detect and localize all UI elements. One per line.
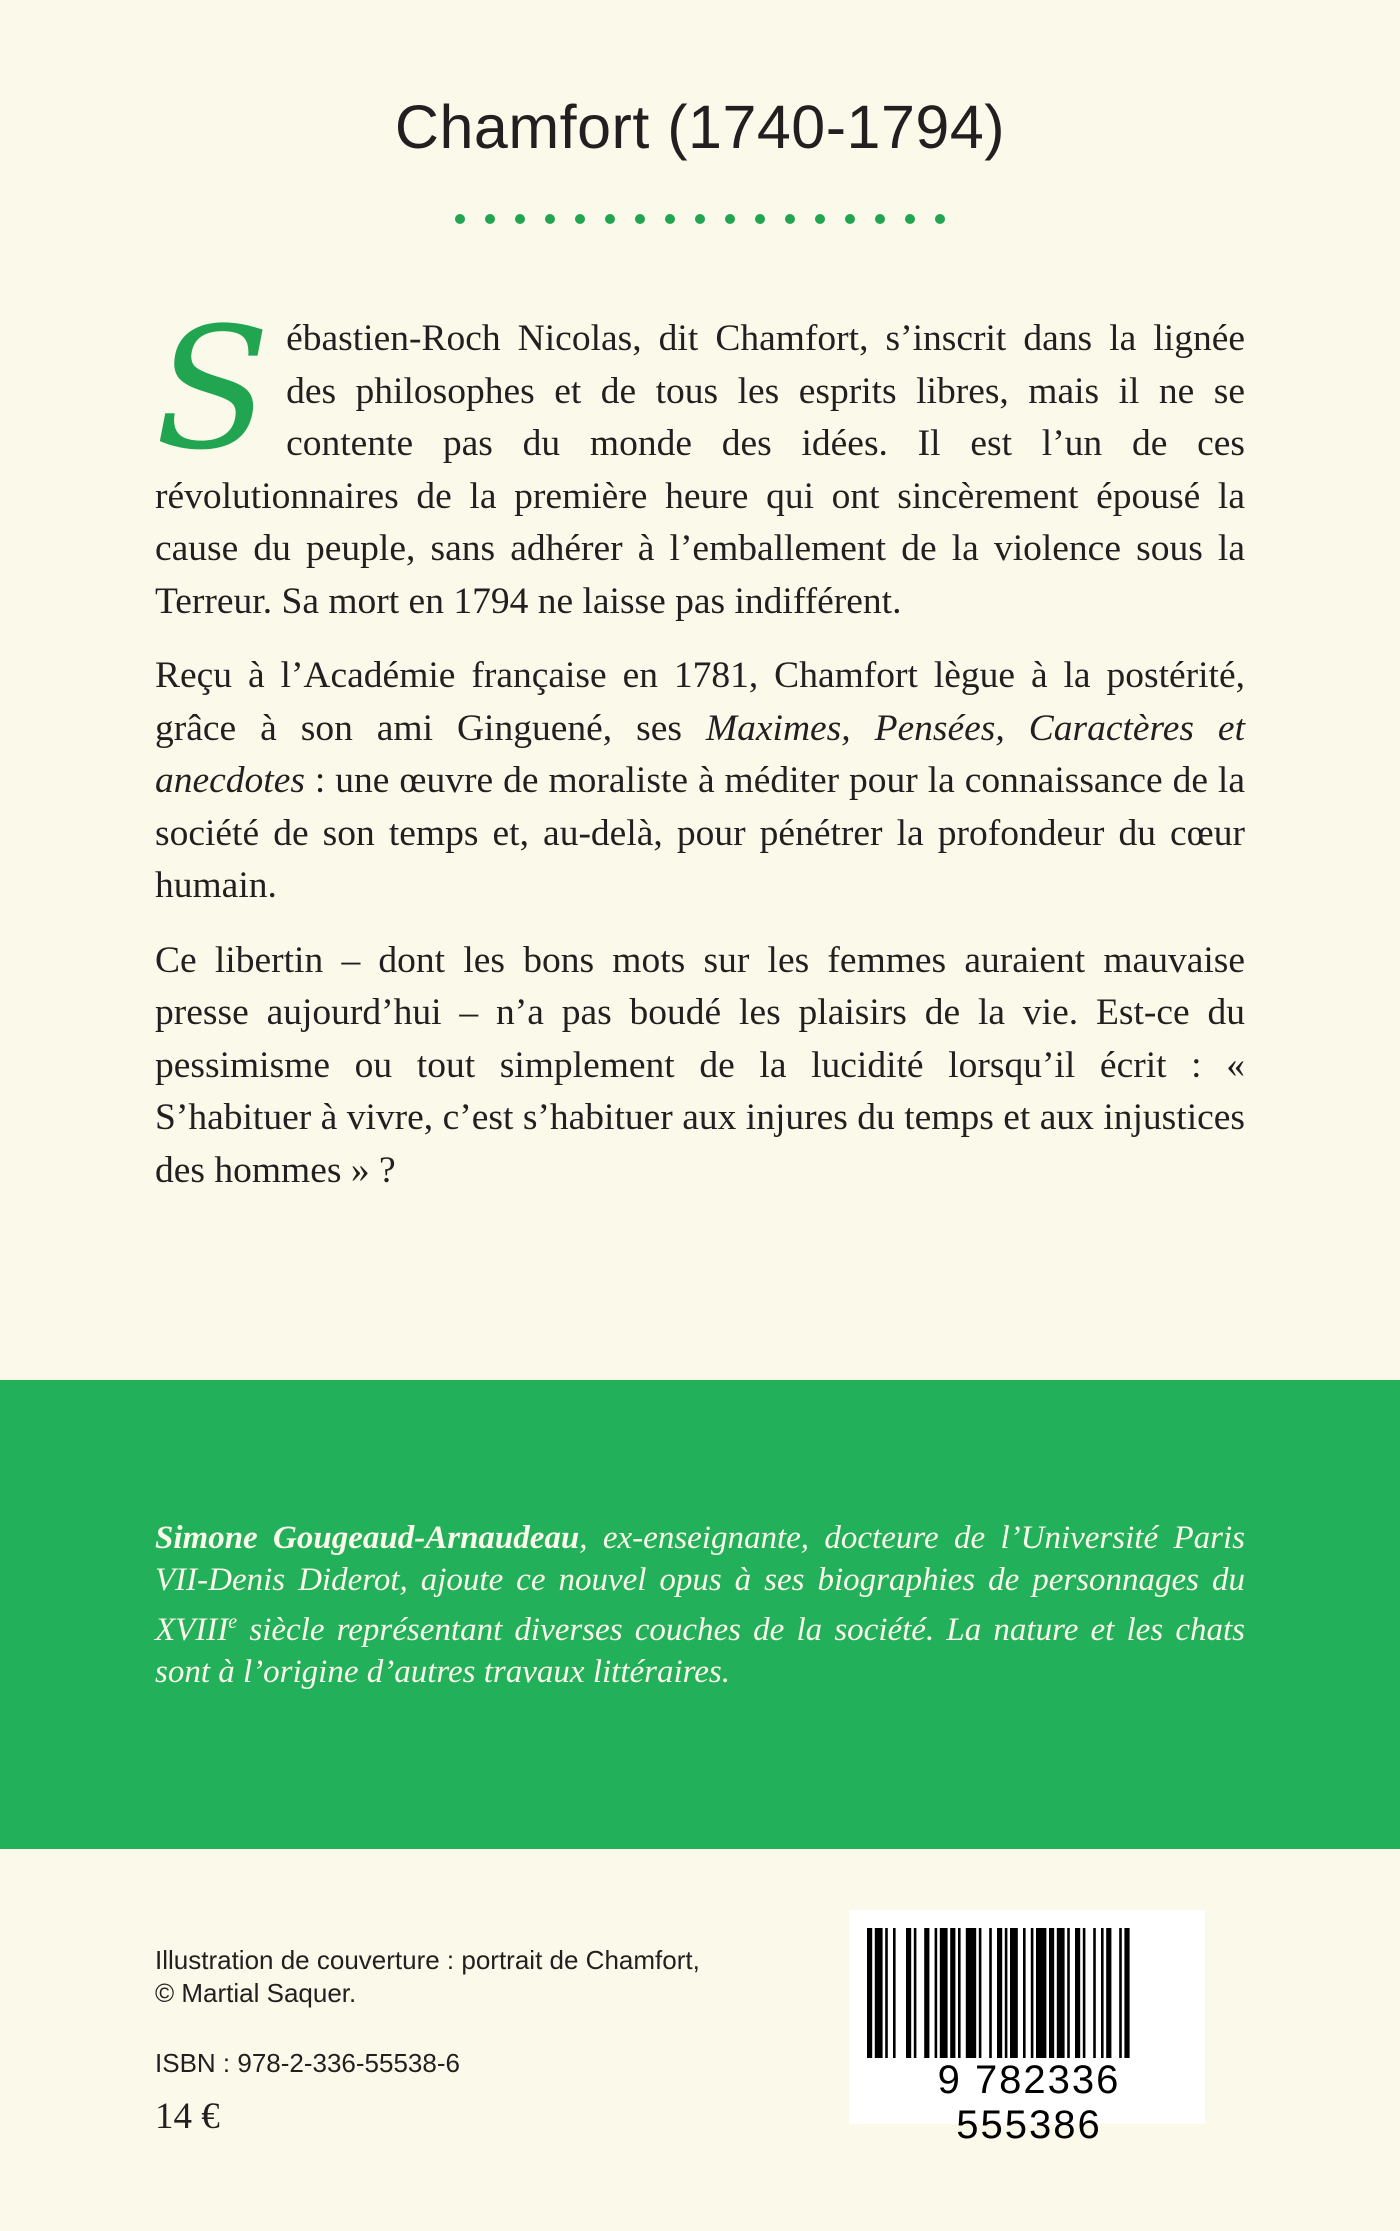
divider-dot — [905, 214, 915, 224]
drop-cap: S — [155, 291, 271, 487]
barcode-bar — [1075, 1928, 1080, 2058]
barcode-bar — [1119, 1928, 1122, 2058]
barcode-bar — [875, 1928, 883, 2058]
divider-dot — [485, 214, 495, 224]
barcode-bar — [1023, 1928, 1026, 2058]
barcode-bar — [966, 1928, 976, 2058]
barcode-bar — [1057, 1928, 1065, 2058]
credit-line-1: Illustration de couverture : portrait de Chamfort, — [155, 1945, 700, 1975]
divider-dot — [455, 214, 465, 224]
divider-dot — [635, 214, 645, 224]
paragraph-1-text: ébastien-Roch Nicolas, dit Chamfort, s’inscrit dans la lignée des philosophes et de tous les esprits libres, mais il ne se contente pas du monde des idées. Il est l’un de ces révolutionnaires de la première heure qui ont sincèrement épousé la cause du peuple, sans adhérer à l’emballement de la violence sous la Terreur. Sa mort en 1794 ne laisse pas indifférent. — [155, 318, 1245, 622]
paragraph-3: Ce libertin – dont les bons mots sur les femmes auraient mauvaise presse aujourd’hui – n’a pas boudé les plaisirs de la vie. Est-ce du pessimisme ou tout simplement de la lucidité lorsqu’il écrit : « S’habituer à vivre, c’est s’habituer aux injures du temps et aux injustices des hommes » ? — [155, 939, 1245, 1191]
barcode-bar — [1049, 1928, 1054, 2058]
barcode-bar — [1101, 1928, 1104, 2058]
divider-dot — [815, 214, 825, 224]
paragraph-2 — [155, 650, 1245, 913]
barcode-bar — [1010, 1928, 1018, 2058]
barcode-bar — [914, 1928, 917, 2058]
author-name: Simone Gougeaud-Arnaudeau — [155, 1520, 580, 1556]
dot-divider — [0, 214, 1400, 224]
divider-dot — [665, 214, 675, 224]
barcode-bar — [1036, 1928, 1046, 2058]
divider-dot — [575, 214, 585, 224]
barcode-bar — [924, 1928, 929, 2058]
barcode-bar — [885, 1928, 888, 2058]
barcode-bar — [1005, 1928, 1008, 2058]
divider-dot — [755, 214, 765, 224]
divider-dot — [545, 214, 555, 224]
barcode-bar — [950, 1928, 955, 2058]
isbn: ISBN : 978-2-336-55538-6 — [155, 2048, 460, 2078]
barcode-bar — [1124, 1928, 1129, 2058]
barcode — [849, 1910, 1205, 2147]
barcode-bar — [989, 1928, 992, 2058]
barcode-bars — [867, 1928, 1187, 2058]
barcode-bar — [893, 1928, 896, 2058]
illustration-credit — [155, 1944, 755, 2010]
barcode-bar — [935, 1928, 938, 2058]
paragraph-2-text-a: Reçu à l’Académie française en 1781, Chamfort lègue à la postérité, grâce à son ami Ginguené, ses — [155, 655, 1245, 749]
divider-dot — [875, 214, 885, 224]
divider-dot — [605, 214, 615, 224]
bio-text-b: siècle représentant diverses couches de la société. La nature et les chats sont à l’origine d’autres travaux littéraires. — [155, 1612, 1245, 1690]
back-cover-text — [155, 291, 1245, 1219]
divider-dot — [785, 214, 795, 224]
barcode-digits: 9 782336 555386 — [937, 2058, 1121, 2147]
barcode-bar — [1093, 1928, 1096, 2058]
divider-dot — [725, 214, 735, 224]
barcode-bar — [940, 1928, 948, 2058]
barcode-bar — [1083, 1928, 1086, 2058]
divider-dot — [935, 214, 945, 224]
bio-superscript: e — [228, 1611, 238, 1633]
book-titles-italic: Maximes, Pensées, Caractères et anecdotes — [155, 707, 1245, 801]
barcode-bar — [1106, 1928, 1111, 2058]
price: 14 € — [155, 2096, 220, 2137]
barcode-bar — [1031, 1928, 1034, 2058]
divider-dot — [695, 214, 705, 224]
barcode-bar — [1067, 1928, 1070, 2058]
credit-line-2: © Martial Saquer. — [155, 1978, 357, 2008]
barcode-bar — [906, 1928, 911, 2058]
paragraph-2-text-b: : une œuvre de moraliste à méditer pour la connaissance de la société de son temps et, au-delà, pour pénétrer la profondeur du cœur humain. — [155, 760, 1245, 906]
barcode-bar — [979, 1928, 982, 2058]
author-bio — [155, 1517, 1245, 1693]
barcode-bar — [867, 1928, 872, 2058]
bio-text-a: , ex-enseignante, docteure de l’Université Paris VII-Denis Diderot, ajoute ce nouvel opus à ses biographies de personnages du XVIII — [155, 1520, 1245, 1648]
barcode-bar — [997, 1928, 1002, 2058]
paragraph-1 — [155, 291, 1245, 628]
barcode-bar — [958, 1928, 961, 2058]
divider-dot — [515, 214, 525, 224]
divider-dot — [845, 214, 855, 224]
book-title: Chamfort (1740-1794) — [394, 93, 1006, 161]
